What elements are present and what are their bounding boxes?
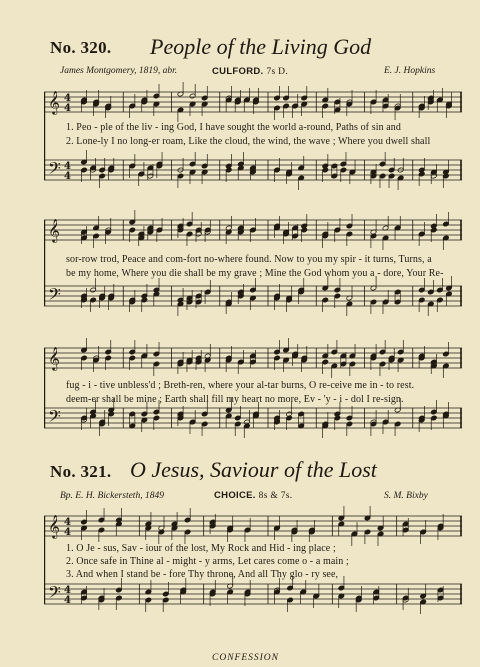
svg-text:4: 4 bbox=[64, 595, 71, 606]
hymn-320-meter: 7s D. bbox=[266, 67, 288, 77]
svg-text:4: 4 bbox=[64, 93, 71, 104]
hymn-320-s3-verse-1: fug - i - tive unbless'd ; Breth-ren, where your al-tar burns, O re-ceive me in - to rest. bbox=[66, 380, 415, 391]
staff bbox=[44, 506, 462, 546]
hymn-321-s1-verse-2: 2. Once safe in Thine al - might - y arms, Let cares come o - a main ; bbox=[66, 556, 349, 567]
svg-text:4: 4 bbox=[64, 517, 71, 528]
hymn-320-s2-verse-1: sor-row trod, Peace and com-fort no-where found. Now to you my spir - it turns, Turns, a bbox=[66, 254, 432, 265]
clef-icon: 𝄢 bbox=[48, 284, 61, 308]
page-footer: CONFESSION bbox=[212, 653, 279, 663]
clef-icon: 𝄞 bbox=[48, 90, 60, 114]
hymn-320-s1-verse-1: 1. Peo - ple of the liv - ing God, I have sought the world a-round, Paths of sin and bbox=[66, 122, 402, 133]
hymn-320-number: No. 320. bbox=[50, 38, 112, 57]
hymn-321-composer: S. M. Bixby bbox=[384, 491, 428, 501]
hymn-320-s1-verse-2: 2. Lone-ly I no long-er roam, Like the cloud, the wind, the wave ; Where you dwell shall bbox=[66, 136, 431, 147]
clef-icon: 𝄢 bbox=[48, 406, 61, 430]
hymn-320-s2-verse-2: be my home, Where you die shall be my grave ; Mine the God whom you a - dore, Your Re- bbox=[66, 268, 444, 279]
clef-icon: 𝄢 bbox=[48, 158, 61, 182]
hymn-320-s3-verse-2: deem-er shall be mine ; Earth shall fill my heart no more, Ev - 'y - i - dol I re-sign. bbox=[66, 394, 404, 405]
hymn-320-tune: CULFORD. 7s D. bbox=[212, 66, 288, 77]
svg-text:4: 4 bbox=[64, 585, 71, 596]
hymn-320-system-3-staff bbox=[44, 338, 464, 448]
staff bbox=[44, 574, 462, 614]
staff bbox=[44, 82, 462, 122]
hymn-321-title: O Jesus, Saviour of the Lost bbox=[130, 457, 377, 482]
hymn-320-title: People of the Living God bbox=[150, 34, 372, 59]
hymn-321-author: Bp. E. H. Bickersteth, 1849 bbox=[60, 491, 164, 501]
staff bbox=[44, 150, 462, 190]
clef-icon: 𝄞 bbox=[48, 514, 60, 538]
hymn-321-s1-verse-3: 3. And when I stand be - fore Thy throne, And all Thy glo - ry see, bbox=[66, 569, 339, 580]
hymn-321-meter: 8s & 7s. bbox=[258, 491, 293, 501]
hymn-320-composer: E. J. Hopkins bbox=[384, 66, 436, 76]
staff bbox=[44, 338, 462, 378]
hymn-321-s1-verse-1: 1. O Je - sus, Sav - iour of the lost, My Rock and Hid - ing place ; bbox=[66, 543, 336, 554]
hymn-321-number: No. 321. bbox=[50, 462, 112, 481]
clef-icon: 𝄞 bbox=[48, 346, 60, 370]
svg-text:4: 4 bbox=[64, 161, 71, 172]
svg-text:4: 4 bbox=[64, 171, 71, 182]
staff bbox=[44, 276, 462, 316]
hymn-321-tune: CHOICE. 8s & 7s. bbox=[214, 490, 293, 501]
staff bbox=[44, 210, 462, 250]
hymn-320-author: James Montgomery, 1819, abr. bbox=[60, 66, 178, 76]
svg-text:4: 4 bbox=[64, 527, 71, 538]
svg-text:4: 4 bbox=[64, 103, 71, 114]
clef-icon: 𝄞 bbox=[48, 218, 60, 242]
clef-icon: 𝄢 bbox=[48, 582, 61, 606]
